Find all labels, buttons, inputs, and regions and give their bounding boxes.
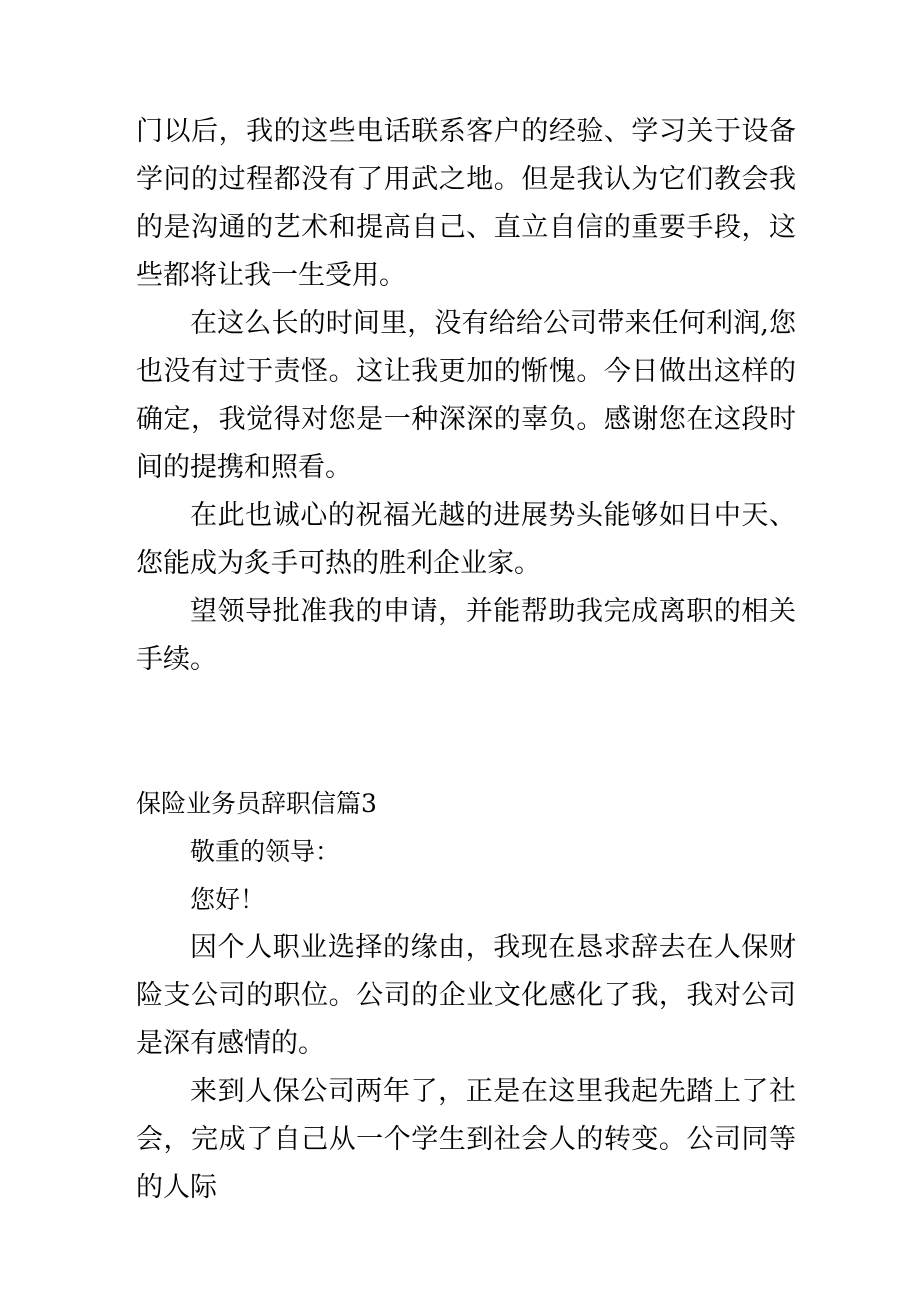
body-paragraph: 在此也诚心的祝福光越的进展势头能够如日中天、您能成为炙手可热的胜利企业家。 (136, 500, 796, 579)
body-paragraph: 在这么长的时间里，没有给给公司带来任何利润,您也没有过于责怪。这让我更加的惭愧。今日做出这样的确定，我觉得对您是一种深深的辜负。感谢您在这段时间的提携和照看。 (136, 308, 796, 483)
letter-greeting: 您好！ (190, 885, 266, 914)
body-paragraph: 因个人职业选择的缘由，我现在恳求辞去在人保财险支公司的职位。公司的企业文化感化了我，我对公司是深有感情的。 (136, 932, 796, 1059)
letter-salutation: 敬重的领导： (190, 837, 341, 866)
section-heading: 保险业务员辞职信篇3 (136, 789, 377, 818)
body-paragraph-continuation: 门以后，我的这些电话联系客户的经验、学习关于设备学问的过程都没有了用武之地。但是我认为它们教会我的是沟通的艺术和提高自己、直立自信的重要手段，这些都将让我一生受用。 (136, 116, 796, 291)
document-body (136, 108, 796, 1212)
section-spacer (136, 684, 796, 780)
body-paragraph: 望领导批准我的申请，并能帮助我完成离职的相关手续。 (136, 596, 796, 675)
body-paragraph: 来到人保公司两年了，正是在这里我起先踏上了社会，完成了自己从一个学生到社会人的转变。公司同等的人际 (136, 1076, 796, 1203)
